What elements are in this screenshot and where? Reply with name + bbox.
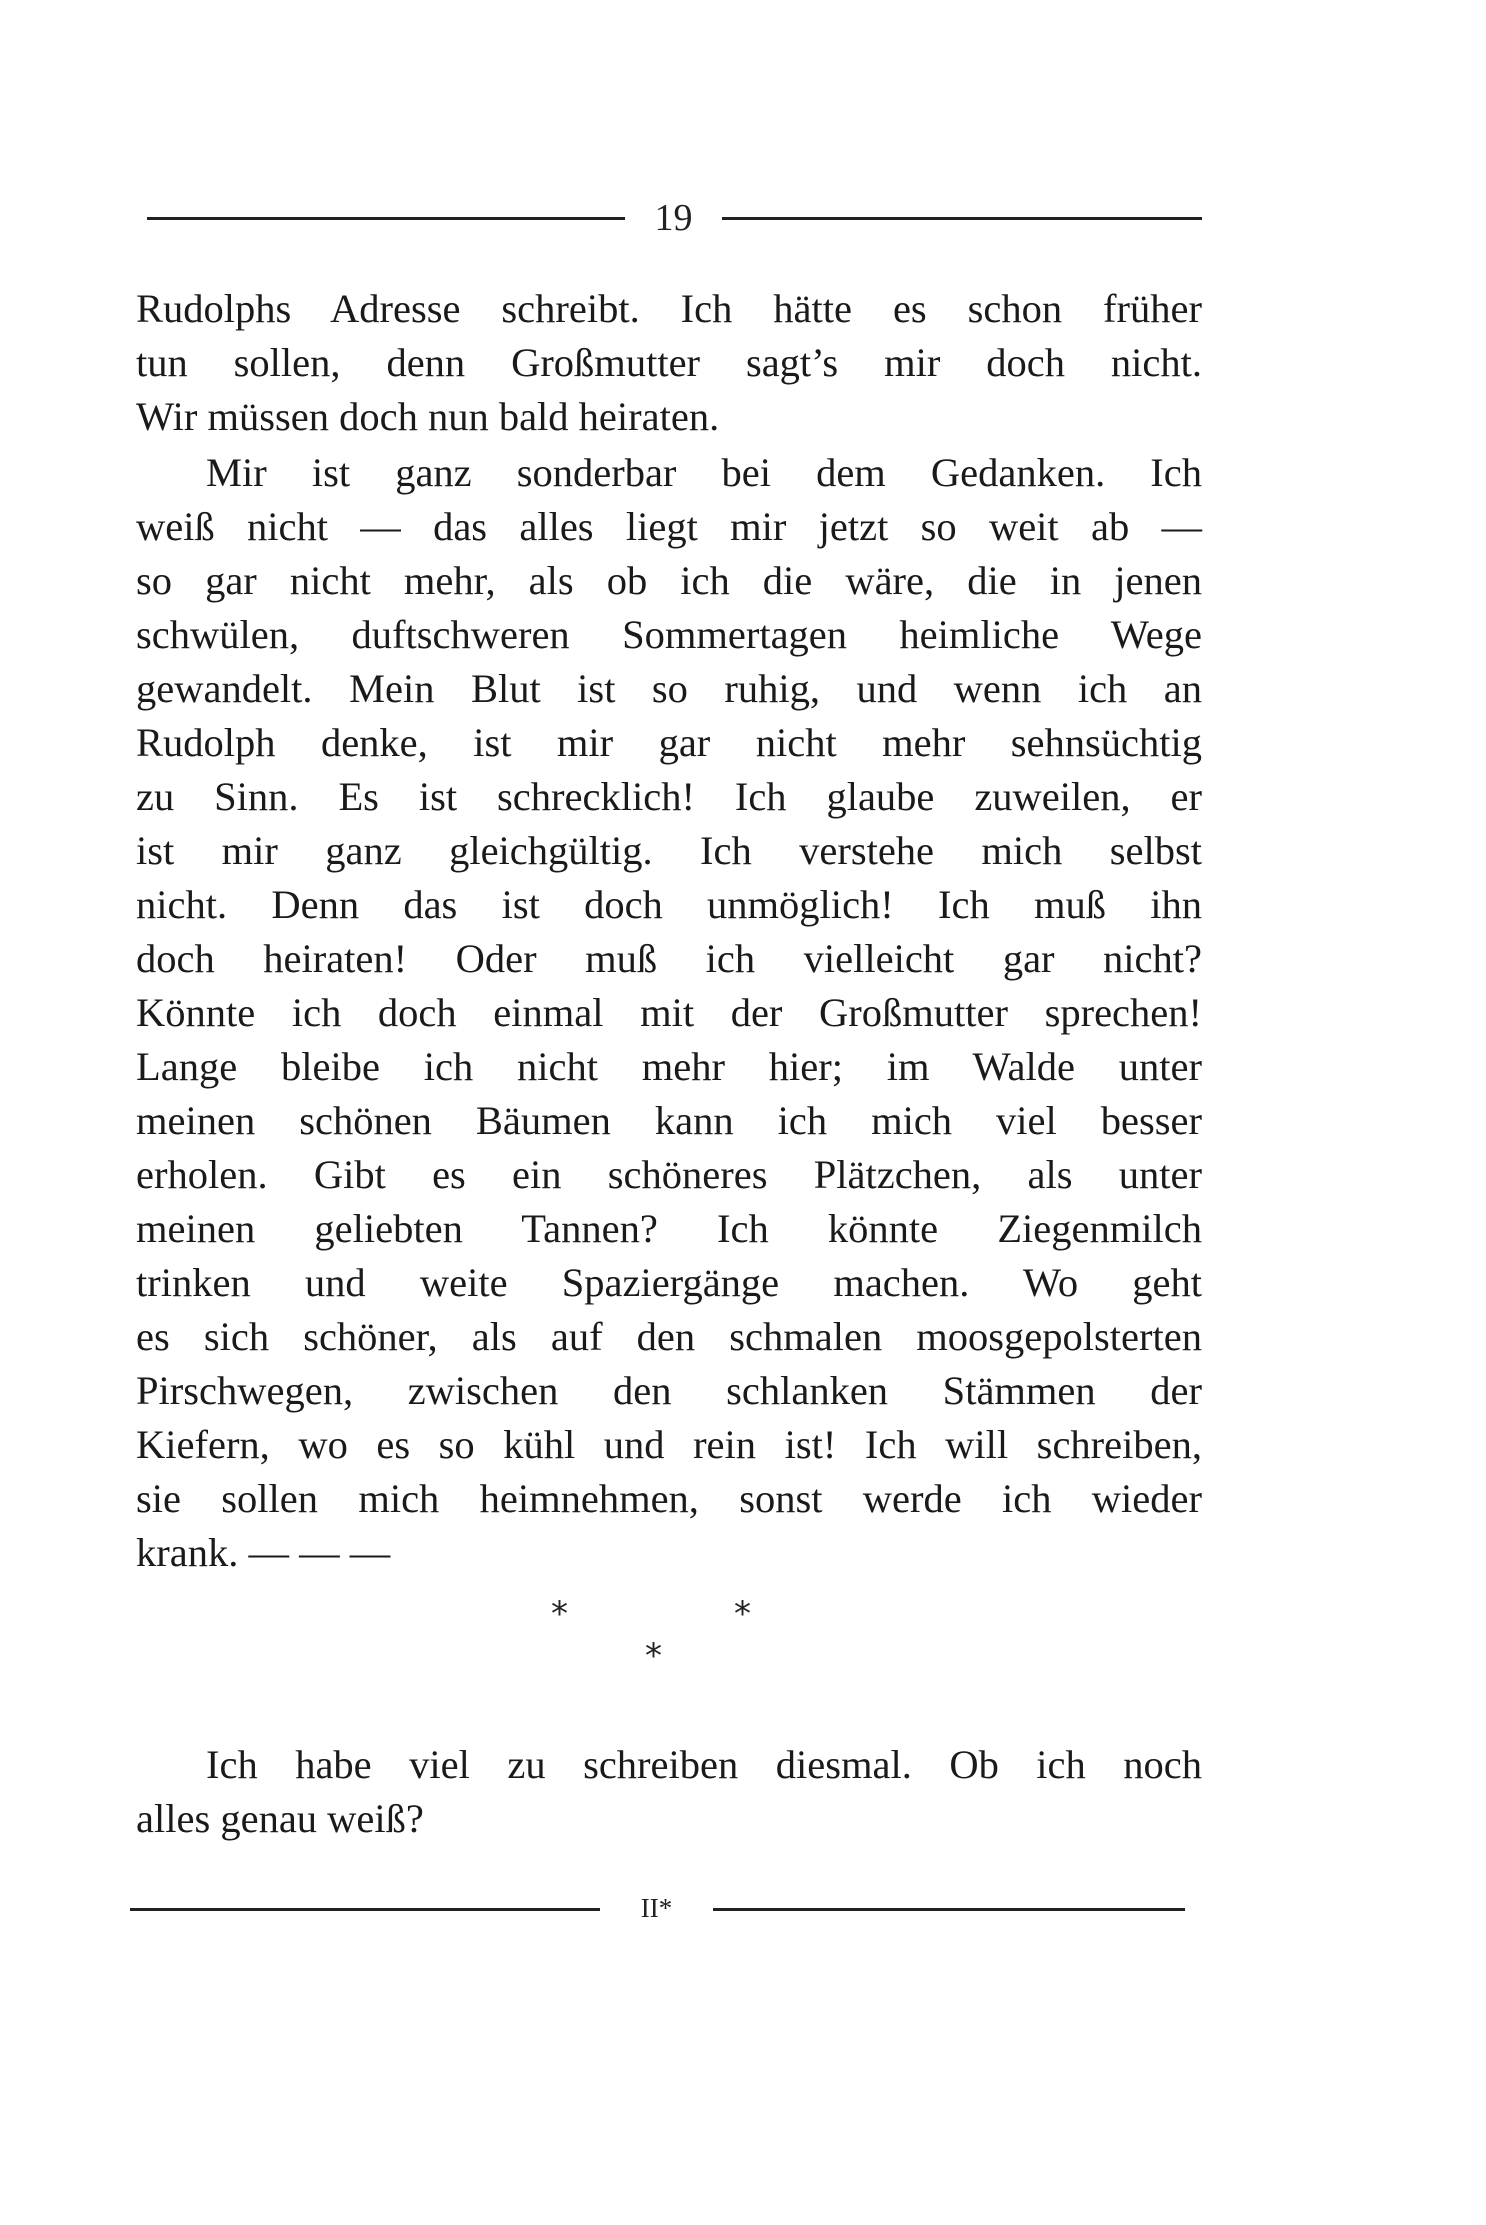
text-line: Kiefern, wo es so kühl und rein ist! Ich will schreiben,: [136, 1422, 1202, 1467]
asterisk: *: [645, 1636, 662, 1676]
text-line: schwülen, duftschweren Sommertagen heimliche Wege: [136, 612, 1202, 657]
text-line: Wir müssen doch nun bald heiraten.: [136, 394, 720, 439]
text-line: erholen. Gibt es ein schöneres Plätzchen, als unter: [136, 1152, 1202, 1197]
paragraph-2: [136, 446, 1202, 1580]
header-rule-right: [722, 217, 1202, 220]
text-line: Mir ist ganz sonderbar bei dem Gedanken. Ich: [206, 450, 1202, 495]
text-line: krank. — — —: [136, 1530, 391, 1575]
text-line: Lange bleibe ich nicht mehr hier; im Walde unter: [136, 1044, 1202, 1089]
text-line: nicht. Denn das ist doch unmöglich! Ich muß ihn: [136, 882, 1202, 927]
footer-rule-left: [130, 1908, 600, 1911]
text-line: Rudolph denke, ist mir gar nicht mehr sehnsüchtig: [136, 720, 1202, 765]
paragraph-1: [136, 282, 1202, 444]
signature-mark: II*: [640, 1893, 673, 1923]
text-line: Ich habe viel zu schreiben diesmal. Ob ich noch: [206, 1742, 1202, 1787]
text-line: tun sollen, denn Großmutter sagt’s mir doch nicht.: [136, 340, 1202, 385]
text-line: gewandelt. Mein Blut ist so ruhig, und wenn ich an: [136, 666, 1202, 711]
text-line: es sich schöner, als auf den schmalen moosgepolsterten: [136, 1314, 1202, 1359]
text-line: meinen schönen Bäumen kann ich mich viel besser: [136, 1098, 1202, 1143]
text-line: Könnte ich doch einmal mit der Großmutter sprechen!: [136, 990, 1202, 1035]
asterisk: *: [734, 1594, 751, 1634]
text-line: Pirschwegen, zwischen den schlanken Stämmen der: [136, 1368, 1202, 1413]
footer-rule-right: [713, 1908, 1185, 1911]
text-line: zu Sinn. Es ist schrecklich! Ich glaube zuweilen, er: [136, 774, 1202, 819]
paragraph-3: [136, 1738, 1202, 1846]
header-rule-left: [147, 217, 625, 220]
text-line: so gar nicht mehr, als ob ich die wäre, die in jenen: [136, 558, 1202, 603]
text-line: doch heiraten! Oder muß ich vielleicht gar nicht?: [136, 936, 1202, 981]
asterisk: *: [551, 1594, 568, 1634]
text-line: sie sollen mich heimnehmen, sonst werde ich wieder: [136, 1476, 1202, 1521]
text-line: meinen geliebten Tannen? Ich könnte Ziegenmilch: [136, 1206, 1202, 1251]
text-line: weiß nicht — das alles liegt mir jetzt so weit ab —: [136, 504, 1202, 549]
text-line: trinken und weite Spaziergänge machen. Wo geht: [136, 1260, 1202, 1305]
text-line: Rudolphs Adresse schreibt. Ich hätte es schon früher: [136, 286, 1202, 331]
text-line: alles genau weiß?: [136, 1796, 424, 1841]
page-number: 19: [654, 197, 693, 239]
text-line: ist mir ganz gleichgültig. Ich verstehe mich selbst: [136, 828, 1202, 873]
